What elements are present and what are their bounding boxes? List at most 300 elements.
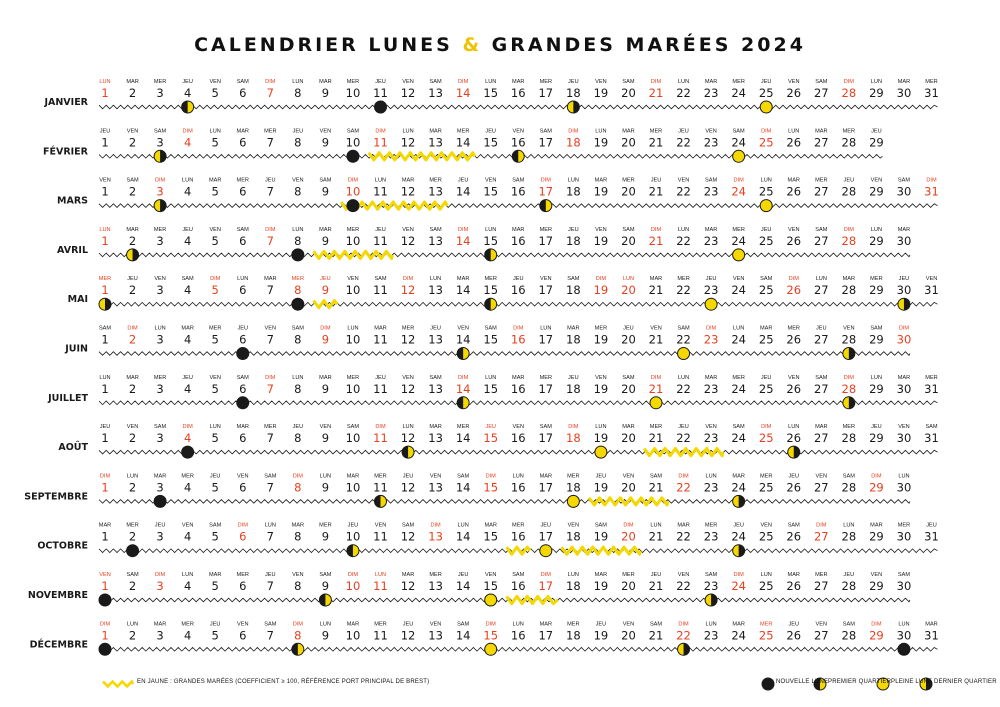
weekday-label: DIM: [347, 177, 359, 184]
day-number: 21: [648, 184, 664, 199]
day-number: 4: [183, 332, 192, 347]
day-number: 10: [345, 86, 361, 100]
weekday-label: JEU: [265, 177, 276, 184]
day-number: 17: [538, 135, 554, 150]
weekday-label: SAM: [429, 226, 442, 233]
day-number: 10: [345, 184, 361, 199]
weekday-label: MER: [842, 424, 856, 431]
weekday-label: LUN: [843, 522, 855, 529]
weekday-label: JEU: [265, 572, 276, 578]
day-number: 11: [373, 184, 388, 199]
weekday-label: MER: [649, 424, 663, 431]
weekday-label: LUN: [540, 325, 552, 332]
day-number: 26: [786, 628, 802, 643]
day-number: 2: [128, 283, 137, 298]
grandes-marees-octobre-1: [562, 547, 641, 554]
day-number: 8: [294, 184, 302, 199]
day-number: 11: [373, 283, 388, 298]
moon-phase-icon: [375, 101, 387, 113]
day-number: 9: [321, 184, 330, 199]
day-number: 28: [841, 381, 857, 396]
day-number: 30: [896, 332, 912, 347]
weekday-label: VEN: [402, 226, 414, 233]
day-number: 7: [266, 233, 274, 248]
weekday-label: SAM: [897, 177, 911, 184]
weekday-label: LUN: [292, 79, 304, 85]
weekday-label: SAM: [346, 128, 360, 135]
weekday-label: SAM: [319, 177, 332, 184]
day-number: 11: [373, 579, 388, 593]
weekday-label: JEU: [485, 128, 496, 135]
weekday-label: MER: [622, 572, 635, 578]
weekday-label: SAM: [512, 572, 525, 578]
weekday-label: MER: [759, 621, 773, 628]
day-number: 21: [648, 431, 664, 446]
weekday-label: MAR: [401, 572, 415, 578]
day-number: 6: [239, 579, 247, 593]
day-number: 25: [758, 381, 774, 396]
day-number: 30: [896, 431, 912, 446]
day-number: 16: [510, 431, 526, 446]
day-number: 4: [183, 283, 192, 298]
weekday-label: DIM: [265, 226, 276, 233]
day-number: 30: [896, 233, 912, 248]
weekday-label: MER: [539, 226, 553, 233]
legend-last-quarter-label: DERNIER QUARTIER: [934, 679, 997, 685]
weekday-label: MER: [925, 374, 938, 381]
day-number: 9: [321, 628, 330, 643]
weekday-label: MAR: [815, 128, 828, 135]
moon-phase-icon: [650, 397, 662, 409]
day-number: 20: [621, 283, 636, 298]
weekday-label: JEU: [512, 276, 524, 283]
weekday-label: JEU: [402, 621, 414, 628]
day-number: 15: [483, 332, 499, 347]
weekday-label: SAM: [815, 79, 828, 85]
month-label-octobre: OCTOBRE: [37, 540, 88, 552]
weekday-label: JEU: [375, 374, 386, 381]
weekday-label: JEU: [760, 374, 772, 381]
weekday-label: MAR: [594, 177, 608, 184]
weekday-label: VEN: [650, 325, 662, 332]
day-number: 25: [758, 86, 774, 100]
day-number: 15: [483, 233, 499, 248]
weekday-label: MER: [98, 276, 112, 283]
day-number: 9: [321, 332, 330, 347]
weekday-label: MER: [539, 374, 553, 381]
weekday-label: MAR: [539, 621, 553, 628]
day-number: 3: [156, 283, 164, 298]
moon-phase-icon: [705, 298, 717, 310]
day-number: 9: [321, 480, 330, 495]
weekday-label: JEU: [871, 424, 882, 431]
day-number: 27: [813, 529, 829, 544]
weekday-label: MAR: [319, 79, 332, 85]
day-number: 26: [786, 283, 802, 298]
weekday-label: SAM: [512, 177, 525, 184]
day-number: 17: [538, 480, 554, 495]
day-number: 8: [294, 233, 302, 248]
weekday-label: MER: [512, 522, 525, 529]
day-number: 5: [211, 480, 219, 495]
weekday-label: SAM: [154, 128, 167, 135]
day-number: 1: [101, 332, 109, 347]
weekday-label: DIM: [485, 621, 496, 628]
weekday-label: SAM: [732, 424, 745, 431]
day-number: 1: [101, 381, 109, 396]
day-number: 18: [566, 381, 581, 396]
day-number: 22: [676, 86, 691, 100]
weekday-label: VEN: [209, 79, 221, 85]
tide-line-avril: [99, 253, 910, 257]
weekday-label: LUN: [788, 128, 800, 135]
weekday-label: JEU: [209, 473, 221, 480]
weekday-label: JEU: [843, 177, 855, 184]
moon-phase-icon-shade: [485, 249, 491, 261]
day-number: 12: [400, 184, 416, 199]
day-number: 23: [703, 184, 719, 199]
weekday-label: MAR: [346, 473, 360, 480]
weekday-label: VEN: [264, 325, 277, 332]
day-number: 24: [731, 579, 746, 593]
weekday-label: SAM: [429, 79, 442, 85]
day-number: 29: [869, 184, 884, 199]
day-number: 13: [428, 233, 443, 248]
weekday-label: MER: [842, 128, 856, 135]
day-number: 11: [373, 86, 388, 100]
weekday-label: SAM: [705, 572, 718, 578]
month-label-décembre: DÉCEMBRE: [29, 639, 88, 651]
weekday-label: LUN: [760, 572, 772, 578]
day-number: 16: [510, 381, 526, 396]
weekday-label: DIM: [540, 177, 551, 184]
day-number: 28: [841, 480, 857, 495]
day-number: 29: [869, 135, 884, 150]
weekday-label: VEN: [705, 128, 717, 135]
day-number: 10: [345, 480, 361, 495]
day-number: 5: [211, 233, 219, 248]
day-number: 4: [183, 579, 192, 593]
weekday-label: JEU: [568, 226, 579, 233]
weekday-label: MER: [401, 325, 415, 332]
day-number: 22: [676, 283, 691, 298]
day-number: 7: [266, 283, 274, 298]
day-number: 13: [428, 86, 443, 100]
day-number: 19: [593, 135, 609, 150]
weekday-label: SAM: [594, 522, 607, 529]
day-number: 2: [128, 431, 137, 446]
day-number: 7: [266, 431, 274, 446]
day-number: 26: [786, 480, 802, 495]
weekday-label: SAM: [649, 621, 663, 628]
tide-line-décembre: [99, 648, 938, 652]
weekday-label: MER: [594, 325, 608, 332]
moon-phase-icon: [182, 446, 194, 458]
day-number: 22: [676, 332, 691, 347]
weekday-label: VEN: [512, 424, 525, 431]
day-number: 29: [869, 579, 884, 593]
weekday-label: VEN: [236, 473, 249, 480]
day-number: 29: [869, 283, 884, 298]
day-number: 7: [266, 86, 274, 100]
weekday-label: MAR: [815, 424, 828, 431]
day-number: 11: [373, 480, 388, 495]
weekday-label: JEU: [347, 522, 359, 529]
weekday-label: SAM: [264, 621, 277, 628]
day-number: 14: [455, 480, 471, 495]
day-number: 19: [593, 283, 609, 298]
weekday-label: SAM: [457, 473, 470, 480]
weekday-label: MAR: [594, 572, 608, 578]
day-number: 18: [566, 184, 581, 199]
moon-phase-icon: [567, 495, 579, 507]
day-number: 14: [455, 529, 471, 544]
day-number: 27: [813, 184, 829, 199]
day-number: 16: [510, 283, 526, 298]
weekday-label: JEU: [898, 276, 910, 283]
moon-phase-icon: [347, 150, 359, 162]
weekday-label: JEU: [926, 522, 937, 529]
weekday-label: SAM: [925, 424, 938, 431]
day-number: 16: [510, 86, 526, 100]
weekday-label: MER: [704, 522, 718, 529]
weekday-label: MER: [622, 177, 635, 184]
day-number: 9: [321, 529, 330, 544]
day-number: 21: [648, 381, 664, 396]
weekday-label: MAR: [236, 128, 249, 135]
weekday-label: LUN: [815, 276, 827, 283]
day-number: 6: [239, 135, 247, 150]
day-number: 7: [266, 529, 274, 544]
day-number: 26: [786, 579, 802, 593]
day-number: 21: [648, 86, 664, 100]
day-number: 9: [321, 283, 330, 298]
weekday-label: MER: [759, 473, 773, 480]
day-number: 15: [483, 135, 499, 150]
weekday-label: VEN: [292, 572, 304, 578]
weekday-label: MER: [181, 473, 194, 480]
day-number: 20: [621, 381, 636, 396]
moon-phase-icon-shade: [457, 397, 463, 409]
weekday-label: JEU: [182, 79, 193, 85]
weekday-label: MAR: [704, 79, 718, 85]
moon-phase-icon: [898, 643, 910, 655]
moon-phase-icon-shade: [684, 643, 690, 655]
weekday-label: VEN: [347, 276, 359, 283]
moon-phase-icon-shade: [485, 298, 491, 310]
moon-phase-icon: [733, 150, 745, 162]
day-number: 8: [294, 332, 302, 347]
day-number: 3: [156, 529, 164, 544]
weekday-label: LUN: [182, 572, 194, 578]
day-number: 9: [321, 381, 330, 396]
day-number: 19: [593, 480, 609, 495]
legend-new-moon-label: NOUVELLE LUNE: [776, 679, 829, 685]
weekday-label: DIM: [650, 374, 662, 381]
day-number: 12: [400, 233, 416, 248]
weekday-label: DIM: [237, 522, 248, 529]
day-number: 27: [813, 628, 829, 643]
weekday-label: MAR: [153, 473, 167, 480]
day-number: 18: [566, 332, 581, 347]
weekday-label: SAM: [870, 325, 883, 332]
day-number: 20: [621, 628, 636, 643]
grandes-marees-mai-0: [314, 301, 338, 308]
day-number: 29: [869, 86, 884, 100]
day-number: 11: [373, 332, 388, 347]
day-number: 27: [813, 381, 829, 396]
weekday-label: MAR: [622, 424, 635, 431]
weekday-label: DIM: [210, 276, 221, 283]
day-number: 23: [703, 431, 719, 446]
day-number: 3: [156, 628, 164, 643]
moon-phase-icon-shade: [711, 594, 717, 606]
weekday-label: LUN: [237, 276, 249, 283]
moon-phase-icon: [347, 200, 359, 212]
day-number: 29: [869, 628, 884, 643]
day-number: 12: [400, 431, 416, 446]
day-number: 27: [813, 431, 829, 446]
tide-line-juin: [99, 352, 910, 356]
day-number: 28: [841, 233, 857, 248]
day-number: 7: [266, 184, 274, 199]
weekday-label: SAM: [760, 276, 773, 283]
weekday-label: SAM: [622, 374, 635, 381]
month-label-septembre: SEPTEMBRE: [24, 491, 88, 503]
day-number: 5: [211, 184, 219, 199]
weekday-label: SAM: [236, 374, 249, 381]
moon-phase-icon-shade: [512, 150, 518, 162]
weekday-label: MER: [456, 128, 470, 135]
weekday-label: MER: [374, 473, 387, 480]
weekday-label: MAR: [870, 522, 883, 529]
day-number: 1: [101, 184, 109, 199]
day-number: 9: [321, 431, 330, 446]
weekday-label: JEU: [788, 473, 800, 480]
day-number: 17: [538, 381, 554, 396]
weekday-label: JEU: [375, 79, 386, 85]
weekday-label: VEN: [595, 374, 607, 381]
day-number: 11: [373, 135, 388, 150]
day-number: 28: [841, 628, 857, 643]
day-number: 18: [566, 480, 581, 495]
day-number: 18: [566, 283, 581, 298]
weekday-label: SAM: [484, 325, 497, 332]
weekday-label: MAR: [539, 473, 553, 480]
weekday-label: LUN: [567, 572, 579, 578]
day-number: 5: [211, 431, 219, 446]
weekday-label: LUN: [319, 621, 332, 628]
weekday-label: DIM: [430, 522, 441, 529]
day-number: 26: [786, 529, 802, 544]
weekday-label: LUN: [898, 473, 910, 480]
day-number: 30: [896, 480, 912, 495]
grandes-marees-avril-0: [314, 251, 393, 258]
day-number: 28: [841, 579, 857, 593]
day-number: 5: [211, 135, 219, 150]
day-number: 28: [841, 86, 857, 100]
weekday-label: LUN: [485, 226, 497, 233]
day-number: 20: [621, 579, 636, 593]
weekday-label: MER: [264, 128, 277, 135]
day-number: 3: [156, 86, 164, 100]
tide-line-septembre: [99, 500, 910, 504]
weekday-label: MER: [539, 79, 553, 85]
day-number: 22: [676, 135, 691, 150]
grandes-marees-novembre-0: [507, 596, 558, 603]
day-number: 20: [621, 332, 636, 347]
day-number: 18: [566, 431, 581, 446]
weekday-label: DIM: [182, 128, 193, 135]
legend-tide-swatch: [103, 682, 133, 687]
weekday-label: LUN: [705, 621, 717, 628]
month-label-juin: JUIN: [65, 343, 88, 355]
weekday-label: DIM: [347, 572, 359, 578]
day-number: 17: [538, 233, 554, 248]
title-ampersand: &: [462, 34, 483, 56]
day-number: 11: [373, 381, 388, 396]
weekday-label: DIM: [733, 177, 744, 184]
day-number: 24: [731, 135, 746, 150]
day-number: 26: [786, 381, 802, 396]
weekday-label: VEN: [429, 473, 442, 480]
day-number: 14: [455, 579, 471, 593]
weekday-label: VEN: [787, 79, 800, 85]
day-number: 7: [266, 381, 274, 396]
day-number: 13: [428, 332, 443, 347]
weekday-label: SAM: [236, 79, 249, 85]
day-number: 2: [128, 86, 137, 100]
weekday-label: JEU: [485, 424, 496, 431]
day-number: 4: [183, 233, 192, 248]
weekday-label: LUN: [264, 522, 276, 529]
weekday-label: SAM: [567, 276, 580, 283]
weekday-label: DIM: [761, 424, 772, 431]
weekday-label: JEU: [402, 473, 414, 480]
day-number: 3: [156, 135, 164, 150]
day-number: 2: [128, 480, 137, 495]
weekday-label: JEU: [154, 522, 166, 529]
weekday-label: MAR: [897, 79, 911, 85]
day-number: 9: [321, 579, 330, 593]
day-number: 19: [593, 184, 609, 199]
day-number: 26: [786, 184, 802, 199]
day-number: 6: [239, 184, 247, 199]
weekday-label: VEN: [429, 621, 442, 628]
day-number: 22: [676, 381, 691, 396]
grandes-marees-octobre-0: [507, 547, 531, 554]
day-number: 17: [538, 431, 554, 446]
weekday-label: MER: [429, 177, 442, 184]
weekday-label: JEU: [99, 424, 111, 431]
day-number: 14: [455, 381, 471, 396]
weekday-label: LUN: [870, 374, 883, 381]
weekday-label: SAM: [319, 572, 332, 578]
weekday-label: MAR: [787, 572, 800, 578]
weekday-label: LUN: [870, 79, 883, 85]
day-number: 13: [428, 135, 443, 150]
weekday-label: JEU: [705, 276, 717, 283]
day-number: 4: [183, 628, 192, 643]
day-number: 16: [510, 184, 526, 199]
weekday-label: MAR: [512, 226, 525, 233]
weekday-label: MER: [319, 522, 332, 529]
weekday-label: DIM: [99, 621, 111, 628]
day-number: 8: [294, 480, 302, 495]
weekday-label: VEN: [925, 276, 938, 283]
weekday-label: MAR: [236, 424, 249, 431]
weekday-label: LUN: [347, 325, 359, 332]
